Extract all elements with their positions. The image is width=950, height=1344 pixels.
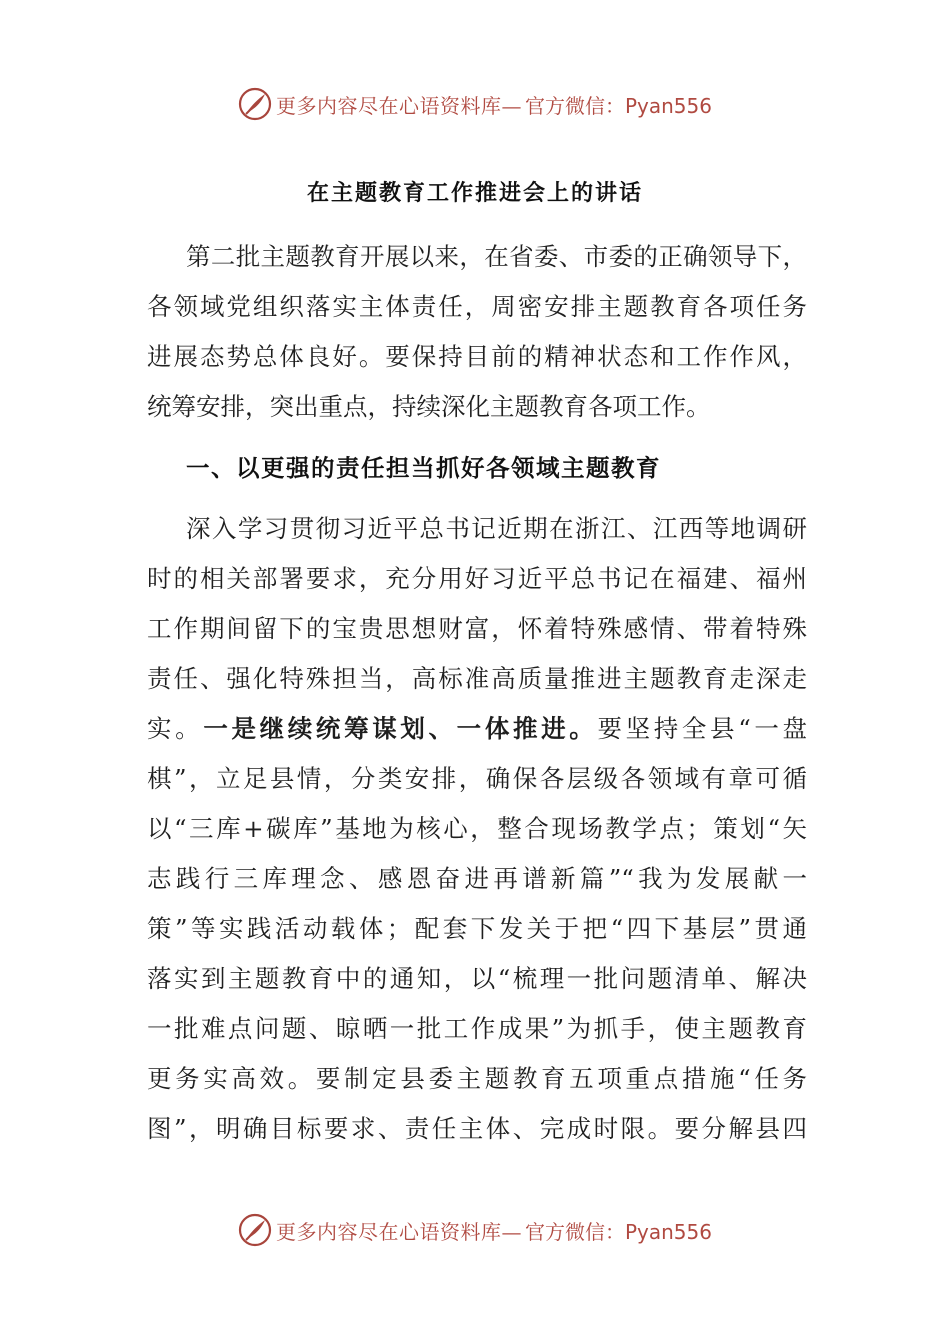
para1-line-2: 各领域党组织落实主体责任，周密安排主题教育各项任务	[147, 292, 807, 321]
banner-main-text: 更多内容尽在心语资料库—	[275, 93, 522, 118]
section-heading-1: 一、以更强的责任担当抓好各领域主题教育	[186, 454, 661, 482]
para2-line-5	[147, 713, 807, 745]
para2-line-5-pre: 实。	[147, 714, 204, 743]
para2-line-7: 以“三库+碳库”基地为核心，整合现场教学点；策划“矢	[147, 814, 807, 843]
para2-line-11: 一批难点问题、晾晒一批工作成果”为抓手，使主题教育	[147, 1014, 807, 1043]
para2-line-3: 工作期间留下的宝贵思想财富，怀着特殊感情、带着特殊	[147, 614, 807, 643]
para1-line-3: 进展态势总体良好。要保持目前的精神状态和工作作风，	[147, 342, 807, 371]
key-point-bold: 一是继续统筹谋划、一体推进。	[203, 714, 598, 743]
para2-line-10: 落实到主题教育中的通知，以“梳理一批问题清单、解决	[147, 964, 807, 993]
para2-line-12: 更务实高效。要制定县委主题教育五项重点措施“任务	[147, 1064, 807, 1093]
para2-line-1: 深入学习贯彻习近平总书记近期在浙江、江西等地调研	[186, 514, 807, 543]
para1-line-1: 第二批主题教育开展以来，在省委、市委的正确领导下，	[186, 242, 807, 271]
para2-line-2: 时的相关部署要求，充分用好习近平总书记在福建、福州	[147, 564, 807, 593]
para2-line-6: 棋”，立足县情，分类安排，确保各层级各领域有章可循	[147, 764, 807, 793]
banner-contact-text: 官方微信：Pyan556	[524, 93, 712, 118]
para2-line-8: 志践行三库理念、感恩奋进再谱新篇”“我为发展献一	[147, 864, 807, 893]
document-title: 在主题教育工作推进会上的讲话	[306, 181, 643, 206]
para2-line-9: 策”等实践活动载体；配套下发关于把“四下基层”贯通	[147, 914, 807, 943]
banner-contact-text: 官方微信：Pyan556	[524, 1219, 712, 1244]
para2-line-5-post: 要坚持全县“一盘	[597, 714, 807, 743]
watermark-banner-bottom	[0, 1210, 950, 1250]
quill-logo-icon	[238, 87, 272, 121]
para2-line-4: 责任、强化特殊担当，高标准高质量推进主题教育走深走	[147, 664, 807, 693]
banner-main-text: 更多内容尽在心语资料库—	[275, 1219, 522, 1244]
para2-line-13: 图”，明确目标要求、责任主体、完成时限。要分解县四	[147, 1114, 807, 1143]
para1-line-4: 统筹安排，突出重点，持续深化主题教育各项工作。	[147, 392, 711, 421]
watermark-banner-top	[0, 84, 950, 124]
quill-logo-icon	[238, 1213, 272, 1247]
